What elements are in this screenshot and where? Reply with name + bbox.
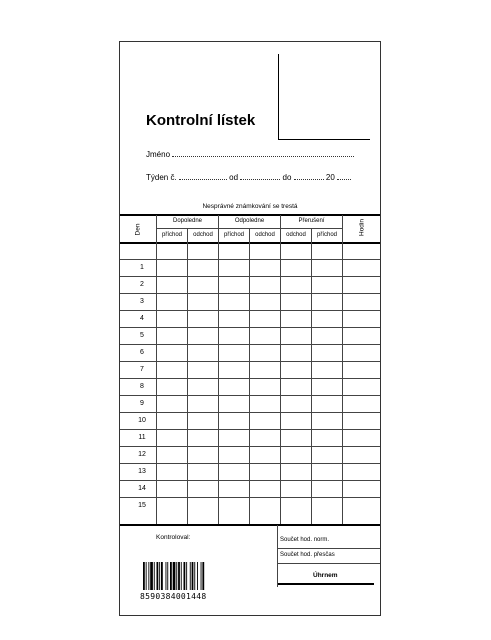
sub-arrival-break: příchod bbox=[316, 232, 337, 238]
col-line bbox=[342, 215, 343, 525]
barcode-bar bbox=[148, 562, 149, 590]
barcode-bar bbox=[186, 562, 187, 590]
corner-mark-vertical bbox=[278, 54, 279, 139]
barcode-bar bbox=[154, 562, 155, 590]
row-day-number: 1 bbox=[140, 264, 144, 271]
barcode-bar bbox=[150, 562, 153, 590]
row-day-number: 4 bbox=[140, 315, 144, 322]
header-bottom-border bbox=[120, 242, 380, 244]
row-day-number: 11 bbox=[138, 434, 146, 441]
table-caption: Nesprávné známkování se trestá bbox=[202, 203, 298, 210]
barcode-bar bbox=[166, 562, 167, 590]
sub-arrival-afternoon: příchod bbox=[223, 232, 244, 238]
row-line bbox=[120, 446, 380, 447]
barcode-bar bbox=[143, 562, 145, 590]
controlled-label: Kontroloval: bbox=[156, 534, 191, 541]
barcode-bar bbox=[157, 562, 159, 590]
barcode-bar bbox=[167, 562, 168, 590]
row-line bbox=[120, 310, 380, 311]
table-bottom-border bbox=[120, 524, 380, 526]
row-line bbox=[120, 429, 380, 430]
row-day-number: 3 bbox=[140, 298, 144, 305]
barcode-bar bbox=[202, 562, 204, 590]
row-line bbox=[120, 293, 380, 294]
col-line bbox=[156, 215, 157, 525]
row-day-number: 14 bbox=[138, 485, 146, 492]
barcode-bar bbox=[192, 562, 194, 590]
footer-line bbox=[278, 548, 380, 549]
week-label: Týden č. bbox=[146, 173, 177, 182]
table-top-border bbox=[120, 214, 380, 216]
week-row bbox=[146, 173, 351, 182]
row-line bbox=[120, 276, 380, 277]
sub-departure-afternoon: odchod bbox=[255, 232, 275, 238]
total-line bbox=[278, 583, 374, 585]
row-line bbox=[120, 344, 380, 345]
barcode-bar bbox=[190, 562, 191, 590]
name-row bbox=[146, 150, 354, 159]
sub-departure-break: odchod bbox=[286, 232, 306, 238]
to-label: do bbox=[282, 173, 292, 182]
barcode-bar bbox=[176, 562, 177, 590]
col-line bbox=[280, 215, 281, 525]
row-day-number: 9 bbox=[140, 400, 144, 407]
total-label: Úhrnem bbox=[313, 572, 338, 579]
barcode-bar bbox=[197, 562, 198, 590]
row-day-number: 8 bbox=[140, 383, 144, 390]
row-line bbox=[120, 327, 380, 328]
control-card bbox=[119, 41, 381, 616]
sum-norm-label: Součet hod. norm. bbox=[280, 537, 330, 543]
row-line bbox=[120, 480, 380, 481]
group-afternoon: Odpoledne bbox=[234, 218, 265, 224]
week-number-field[interactable] bbox=[179, 173, 227, 180]
row-day-number: 15 bbox=[138, 502, 146, 509]
row-line bbox=[120, 378, 380, 379]
from-label: od bbox=[229, 173, 239, 182]
barcode-bar bbox=[201, 562, 202, 590]
col-line bbox=[218, 215, 219, 525]
barcode-bar bbox=[181, 562, 182, 590]
group-morning: Dopoledne bbox=[172, 218, 203, 224]
group-divider bbox=[157, 228, 343, 229]
barcode-image bbox=[142, 562, 238, 596]
barcode-bar bbox=[184, 562, 186, 590]
row-line bbox=[120, 463, 380, 464]
row-line bbox=[120, 259, 380, 260]
footer-divider bbox=[277, 525, 278, 587]
row-day-number: 5 bbox=[140, 332, 144, 339]
barcode-bar bbox=[161, 562, 163, 590]
from-date-field[interactable] bbox=[240, 173, 280, 180]
barcode-bar bbox=[178, 562, 180, 590]
row-line bbox=[120, 395, 380, 396]
year-prefix: 20 bbox=[325, 173, 335, 182]
row-line bbox=[120, 412, 380, 413]
year-field[interactable] bbox=[337, 173, 351, 180]
barcode-bar bbox=[173, 562, 176, 590]
row-day-number: 6 bbox=[140, 349, 144, 356]
day-header: Den bbox=[134, 223, 142, 236]
footer-line bbox=[278, 563, 380, 564]
sum-overtime-label: Součet hod. přesčas bbox=[280, 552, 335, 558]
barcode-bar bbox=[159, 562, 160, 590]
row-day-number: 2 bbox=[140, 281, 144, 288]
barcode-bar bbox=[170, 562, 172, 590]
row-line bbox=[120, 361, 380, 362]
row-day-number: 10 bbox=[138, 417, 146, 424]
sub-departure-morning: odchod bbox=[193, 232, 213, 238]
corner-mark-horizontal bbox=[278, 139, 370, 140]
barcode-number: 8590384001448 bbox=[140, 592, 207, 601]
sub-arrival-morning: příchod bbox=[161, 232, 182, 238]
row-day-number: 7 bbox=[140, 366, 144, 373]
to-date-field[interactable] bbox=[294, 173, 324, 180]
barcode-bar bbox=[146, 562, 147, 590]
row-line bbox=[120, 497, 380, 498]
card-title: Kontrolní lístek bbox=[146, 112, 256, 129]
row-day-number: 13 bbox=[138, 468, 146, 475]
name-field[interactable] bbox=[172, 150, 354, 157]
barcode-bar bbox=[194, 562, 195, 590]
hours-header: Hodin bbox=[358, 219, 366, 236]
group-break: Přerušení bbox=[298, 218, 325, 224]
name-label: Jméno bbox=[146, 150, 171, 159]
row-day-number: 12 bbox=[138, 451, 146, 458]
